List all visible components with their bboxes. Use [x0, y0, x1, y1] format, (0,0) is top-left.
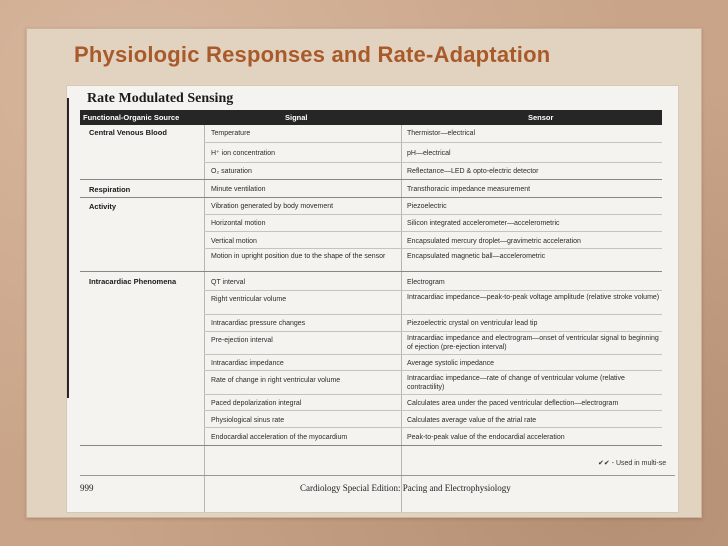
sensor-cell: Intracardiac impedance—rate of change of ventricular volume (relative contractility) — [407, 375, 625, 391]
header-sensor: Sensor — [528, 113, 554, 122]
sensor-cell: Average systolic impedance — [407, 360, 495, 367]
journal-title: Cardiology Special Edition: Pacing and Electrophysiology — [300, 483, 511, 493]
sensor-cell: Encapsulated magnetic ball—accelerometric — [407, 253, 546, 260]
signal-cell: Vibration generated by body movement — [211, 203, 334, 210]
scan-shadow-edge — [67, 98, 69, 398]
row-rule — [204, 331, 662, 332]
row-rule — [204, 162, 662, 163]
sensor-cell: Peak-to-peak value of the endocardial acceleration — [407, 434, 565, 441]
row-rule — [204, 142, 662, 143]
signal-cell: Intracardiac impedance — [211, 360, 284, 367]
scanned-table-image — [67, 86, 678, 512]
row-rule — [204, 410, 662, 411]
row-rule — [204, 231, 662, 232]
table-header — [80, 110, 662, 125]
group-rule — [80, 197, 662, 198]
row-rule — [204, 394, 662, 395]
signal-cell: Pre-ejection interval — [211, 337, 273, 344]
category-respiration: Respiration — [89, 185, 131, 194]
sensor-cell: Thermistor—electrical — [407, 130, 476, 137]
signal-cell: Temperature — [211, 130, 251, 137]
signal-cell: Physiological sinus rate — [211, 417, 285, 424]
category-activity: Activity — [89, 202, 117, 211]
row-rule — [204, 314, 662, 315]
signal-cell: Paced depolarization integral — [211, 400, 302, 407]
group-rule — [80, 445, 662, 446]
row-rule — [204, 370, 662, 371]
group-rule — [80, 271, 662, 272]
signal-cell: Motion in upright position due to the shape of the sensor — [211, 253, 386, 260]
table-body — [80, 125, 662, 512]
sensor-cell: Piezoelectric — [407, 203, 447, 210]
row-rule — [204, 290, 662, 291]
sensor-cell: Intracardiac impedance and electrogram—onset of ventricular signal to beginning of ejection (pre-ejection interval) — [407, 335, 659, 351]
sensor-cell: Silicon integrated accelerometer—accelerometric — [407, 220, 560, 227]
column-divider — [401, 125, 402, 512]
slide-title: Physiologic Responses and Rate-Adaptation — [74, 42, 551, 67]
category-intracardiac-phenomena: Intracardiac Phenomena — [89, 277, 177, 286]
group-rule — [80, 179, 662, 180]
column-divider — [204, 125, 205, 512]
table-title: Rate Modulated Sensing — [87, 91, 234, 106]
row-rule — [204, 248, 662, 249]
sensor-cell: Calculates average value of the atrial rate — [407, 417, 537, 424]
signal-cell: Endocardial acceleration of the myocardium — [211, 434, 348, 441]
signal-cell: Intracardiac pressure changes — [211, 320, 306, 327]
sensor-cell: Calculates area under the paced ventricular deflection—electrogram — [407, 400, 619, 407]
page-footer-rule — [80, 475, 675, 476]
sensor-cell: pH—electrical — [407, 150, 451, 157]
row-rule — [204, 427, 662, 428]
sensor-cell: Transthoracic impedance measurement — [407, 186, 531, 193]
footnote: ✔✔ - Used in multi-se — [598, 460, 667, 467]
signal-cell: Rate of change in right ventricular volume — [211, 377, 341, 384]
signal-cell: O₂ saturation — [211, 168, 252, 175]
signal-cell: H⁺ ion concentration — [211, 150, 276, 157]
category-central-venous-blood: Central Venous Blood — [89, 128, 167, 137]
signal-cell: Horizontal motion — [211, 220, 266, 227]
row-rule — [204, 354, 662, 355]
header-signal: Signal — [285, 113, 308, 122]
page-number: 999 — [80, 483, 94, 493]
sensor-cell: Electrogram — [407, 279, 445, 286]
sensor-cell: Reflectance—LED & opto-electric detector — [407, 168, 539, 175]
signal-cell: Vertical motion — [211, 238, 257, 245]
signal-cell: QT interval — [211, 279, 246, 286]
signal-cell: Minute ventilation — [211, 186, 266, 193]
sensor-cell: Intracardiac impedance—peak-to-peak voltage amplitude (relative stroke volume) — [407, 294, 660, 301]
row-rule — [204, 214, 662, 215]
sensor-cell: Piezoelectric crystal on ventricular lead tip — [407, 320, 538, 327]
signal-cell: Right ventricular volume — [211, 296, 287, 303]
header-source: Functional-Organic Source — [83, 113, 180, 122]
sensor-cell: Encapsulated mercury droplet—gravimetric acceleration — [407, 238, 581, 245]
